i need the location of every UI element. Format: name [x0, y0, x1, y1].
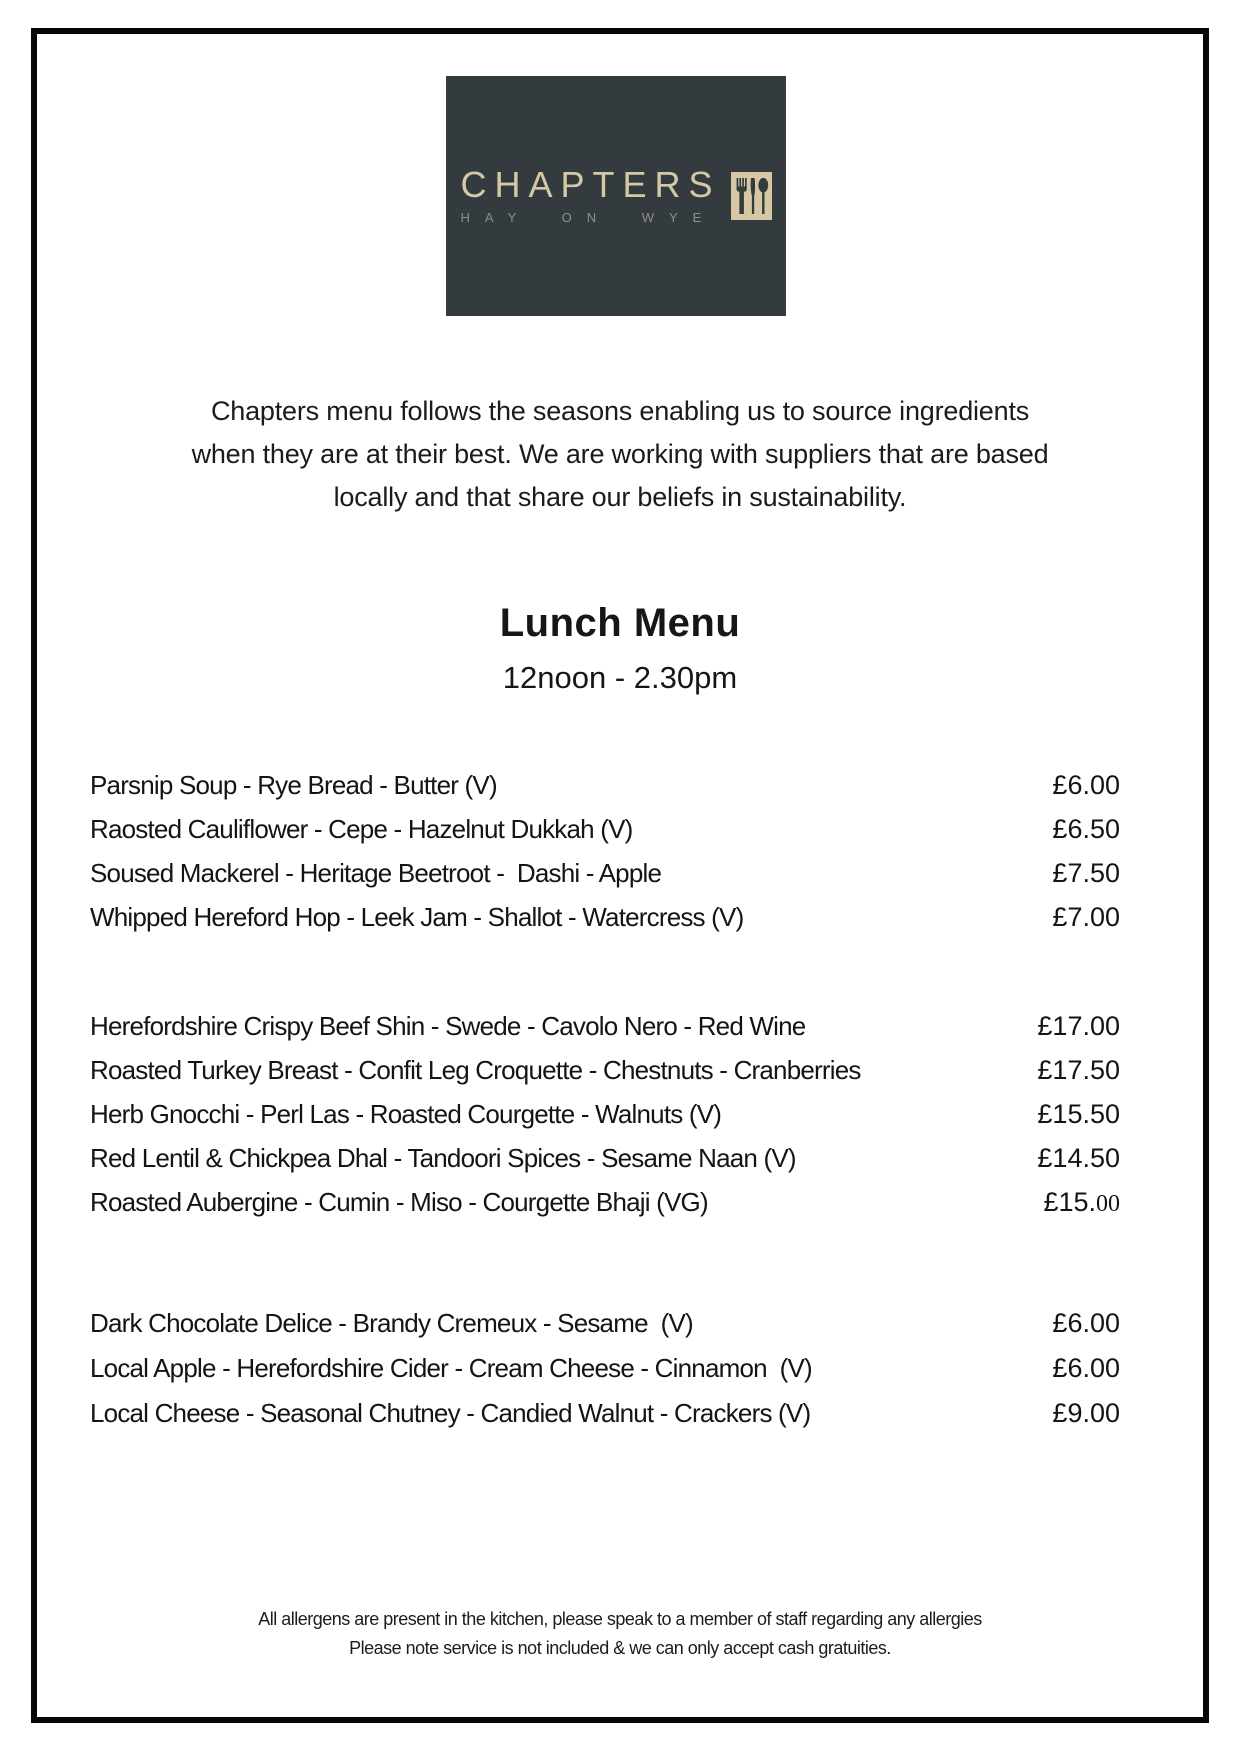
logo-content: [460, 164, 771, 225]
menu-section-mains: [90, 1004, 1120, 1224]
menu-item-price: £9.00: [1052, 1398, 1120, 1428]
menu-item-price: £14.50: [1037, 1143, 1120, 1173]
menu-item-name: Red Lentil & Chickpea Dhal - Tandoori Spices - Sesame Naan (V): [90, 1143, 796, 1173]
menu-item-name: Raosted Cauliflower - Cepe - Hazelnut Dukkah (V): [90, 814, 633, 844]
menu-title: Lunch Menu: [499, 601, 741, 645]
menu-item: [90, 1136, 1120, 1180]
intro-line-2: when they are at their best. We are working with suppliers that are based: [191, 439, 1049, 469]
menu-item-name: Roasted Turkey Breast - Confit Leg Croquette - Chestnuts - Cranberries: [90, 1055, 861, 1085]
menu-item-name: Herb Gnocchi - Perl Las - Roasted Courgette - Walnuts (V): [90, 1099, 722, 1129]
allergen-note-line-2: Please note service is not included & we can only accept cash gratuities.: [349, 1638, 891, 1658]
cutlery-icon: [731, 172, 772, 220]
menu-item: [90, 1048, 1120, 1092]
menu-item-price: £7.50: [1052, 858, 1120, 888]
restaurant-logo: [446, 76, 786, 316]
menu-section-desserts: [90, 1301, 1120, 1436]
menu-item-name: Herefordshire Crispy Beef Shin - Swede - Cavolo Nero - Red Wine: [90, 1011, 806, 1041]
menu-item-price: £17.50: [1037, 1055, 1120, 1085]
menu-item: [90, 1391, 1120, 1436]
menu-item-price: £6.00: [1052, 1308, 1120, 1338]
price-decimals: 00: [1096, 1191, 1120, 1217]
menu-item-name: Roasted Aubergine - Cumin - Miso - Courgette Bhaji (VG): [90, 1187, 708, 1217]
menu-item: [90, 1301, 1120, 1346]
logo-text-block: [460, 164, 721, 225]
menu-item-name: Soused Mackerel - Heritage Beetroot - Dashi - Apple: [90, 858, 662, 888]
menu-item-name: Local Apple - Herefordshire Cider - Cream Cheese - Cinnamon (V): [90, 1353, 812, 1383]
menu-hours: 12noon - 2.30pm: [502, 660, 738, 695]
menu-list: [90, 763, 1120, 1436]
menu-section-starters: [90, 763, 1120, 939]
menu-item: [90, 763, 1120, 807]
menu-item: [90, 807, 1120, 851]
intro-line-1: Chapters menu follows the seasons enabling us to source ingredients: [210, 396, 1030, 426]
menu-item-price: £17.00: [1037, 1011, 1120, 1041]
menu-item: [90, 895, 1120, 939]
menu-item-name: Whipped Hereford Hop - Leek Jam - Shallot - Watercress (V): [90, 902, 744, 932]
menu-item: [90, 1346, 1120, 1391]
allergen-note: [0, 1605, 1240, 1663]
menu-item: [90, 1180, 1120, 1224]
menu-item: [90, 1092, 1120, 1136]
logo-title: CHAPTERS: [460, 164, 721, 205]
menu-item-price: £6.00: [1052, 770, 1120, 800]
menu-item-name: Local Cheese - Seasonal Chutney - Candied Walnut - Crackers (V): [90, 1398, 811, 1428]
intro-line-3: locally and that share our beliefs in sustainability.: [333, 482, 907, 512]
menu-item: [90, 1004, 1120, 1048]
allergen-note-line-1: All allergens are present in the kitchen, please speak to a member of staff regarding any allergies: [258, 1609, 982, 1629]
logo-subtitle: HAY ON WYE: [460, 210, 717, 225]
menu-item-price: £15.50: [1037, 1099, 1120, 1129]
menu-item: [90, 851, 1120, 895]
menu-item-price: [1043, 1180, 1120, 1226]
menu-item-price: £7.00: [1052, 902, 1120, 932]
menu-item-name: Parsnip Soup - Rye Bread - Butter (V): [90, 770, 497, 800]
menu-item-name: Dark Chocolate Delice - Brandy Cremeux - Sesame (V): [90, 1308, 693, 1338]
menu-item-price: £6.50: [1052, 814, 1120, 844]
intro-text: [0, 390, 1240, 519]
menu-item-price: £6.00: [1052, 1353, 1120, 1383]
price-main: £15.: [1043, 1187, 1096, 1217]
